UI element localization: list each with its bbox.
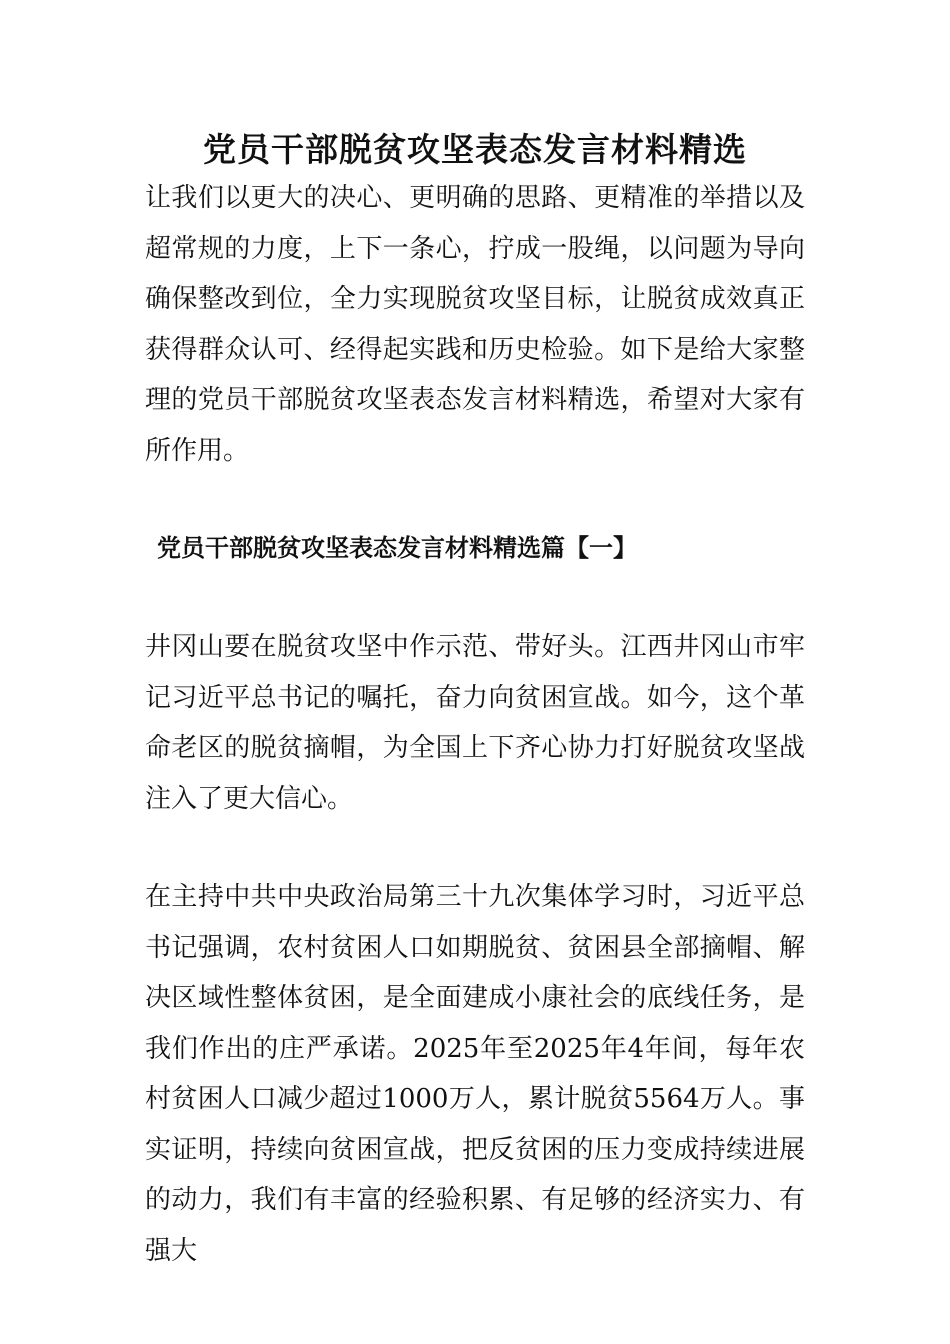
section-heading: 党员干部脱贫攻坚表态发言材料精选篇【一】 [157, 533, 637, 562]
intro-paragraph: 让我们以更大的决心、更明确的思路、更精准的举措以及超常规的力度，上下一条心，拧成一股绳，以问题为导向确保整改到位，全力实现脱贫攻坚目标，让脱贫成效真正获得群众认可、经得起实践和历史检验。如下是给大家整理的党员干部脱贫攻坚表态发言材料精选，希望对大家有所作用。 [145, 183, 805, 466]
body-paragraph-2: 在主持中共中央政治局第三十九次集体学习时，习近平总书记强调，农村贫困人口如期脱贫、贫困县全部摘帽、解决区域性整体贫困，是全面建成小康社会的底线任务，是我们作出的庄严承诺。2025年至2025年4年间，每年农村贫困人口减少超过1000万人，累计脱贫5564万人。事实证明，持续向贫困宣战，把反贫困的压力变成持续进展的动力，我们有丰富的经验积累、有足够的经济实力、有强大 [145, 882, 805, 1266]
body-paragraph-1: 井冈山要在脱贫攻坚中作示范、带好头。江西井冈山市牢记习近平总书记的嘱托，奋力向贫困宣战。如今，这个革命老区的脱贫摘帽，为全国上下齐心协力打好脱贫攻坚战注入了更大信心。 [145, 632, 805, 814]
document-title: 党员干部脱贫攻坚表态发言材料精选 [203, 130, 747, 169]
